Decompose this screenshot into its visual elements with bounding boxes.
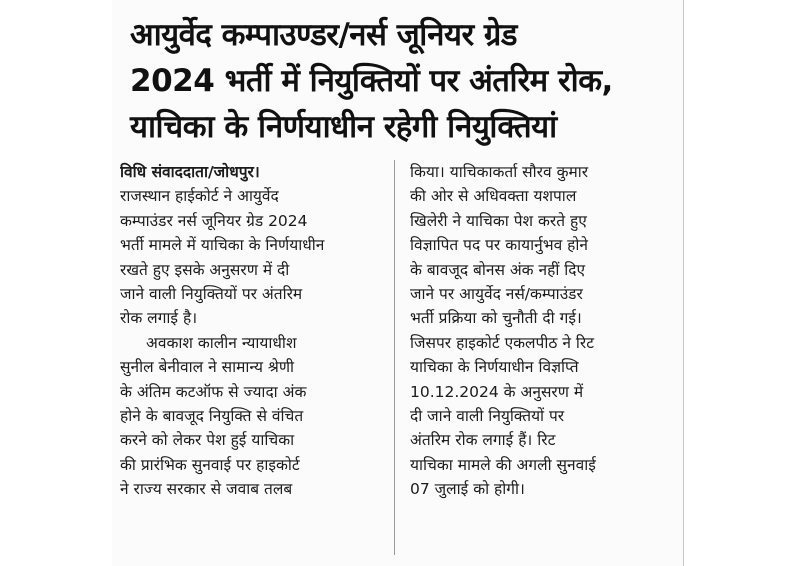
body-line: होने के बावजूद नियुक्ति से वंचित [120,407,304,426]
article-column-left [120,160,382,502]
body-line: खिलेरी ने याचिका पेश करते हुए [410,211,587,230]
column-divider [394,160,395,555]
body-line: दी जाने वाली नियुक्तियों पर [410,407,565,426]
body-line: याचिका मामले की अगली सुनवाई [410,455,596,474]
body-line: अवकाश कालीन न्यायाधीश [146,333,297,352]
body-line: जाने वाली नियुक्तियों पर अंतरिम [120,285,303,304]
headline [130,12,670,150]
body-line: कम्पाउंडर नर्स जूनियर ग्रेड 2024 [120,211,308,230]
body-line: 10.12.2024 के अनुसरण में [410,382,584,401]
body-line: 07 जुलाई को होगी। [410,480,525,499]
body-line: के बावजूद बोनस अंक नहीं दिए [410,260,586,279]
article-column-right [410,160,672,502]
body-line: याचिका के निर्णयाधीन विज्ञप्ति [410,358,579,377]
body-line: किया। याचिकाकर्ता सौरव कुमार [410,163,589,181]
headline-line-1: आयुर्वेद कम्पाउण्डर/नर्स जूनियर ग्रेड [130,17,517,53]
body-line: की ओर से अधिवक्ता यशपाल [410,187,577,206]
body-line: करने को लेकर पेश हुई याचिका [120,431,295,450]
body-line: राजस्थान हाईकोर्ट ने आयुर्वेद [120,187,279,206]
body-line: जाने पर आयुर्वेद नर्स/कम्पाउंडर [410,285,583,304]
dateline: विधि संवाददाता/जोधपुर। [120,163,260,181]
headline-line-3: याचिका के निर्णयाधीन रहेगी नियुक्तियां [130,109,557,145]
body-line: सुनील बेनीवाल ने सामान्य श्रेणी [120,358,295,377]
body-line: भर्ती प्रक्रिया को चुनौती दी गई। [410,309,582,328]
body-line: के अंतिम कटऑफ से ज्यादा अंक [120,382,307,401]
page-edge-rule [683,0,684,566]
body-line: की प्रारंभिक सुनवाई पर हाइकोर्ट [120,455,300,474]
headline-line-2: 2024 भर्ती में नियुक्तियों पर अंतरिम रोक, [130,63,613,99]
body-line: ने राज्य सरकार से जवाब तलब [120,480,293,499]
body-line: भर्ती मामले में याचिका के निर्णयाधीन [120,236,325,255]
body-line: अंतरिम रोक लगाई हैं। रिट [410,431,556,450]
body-line: रखते हुए इसके अनुसरण में दी [120,260,290,279]
body-line: रोक लगाई है। [120,309,198,328]
body-line: विज्ञापित पद पर कायार्नुभव होने [410,236,589,255]
body-line: जिसपर हाइकोर्ट एकलपीठ ने रिट [410,333,595,352]
